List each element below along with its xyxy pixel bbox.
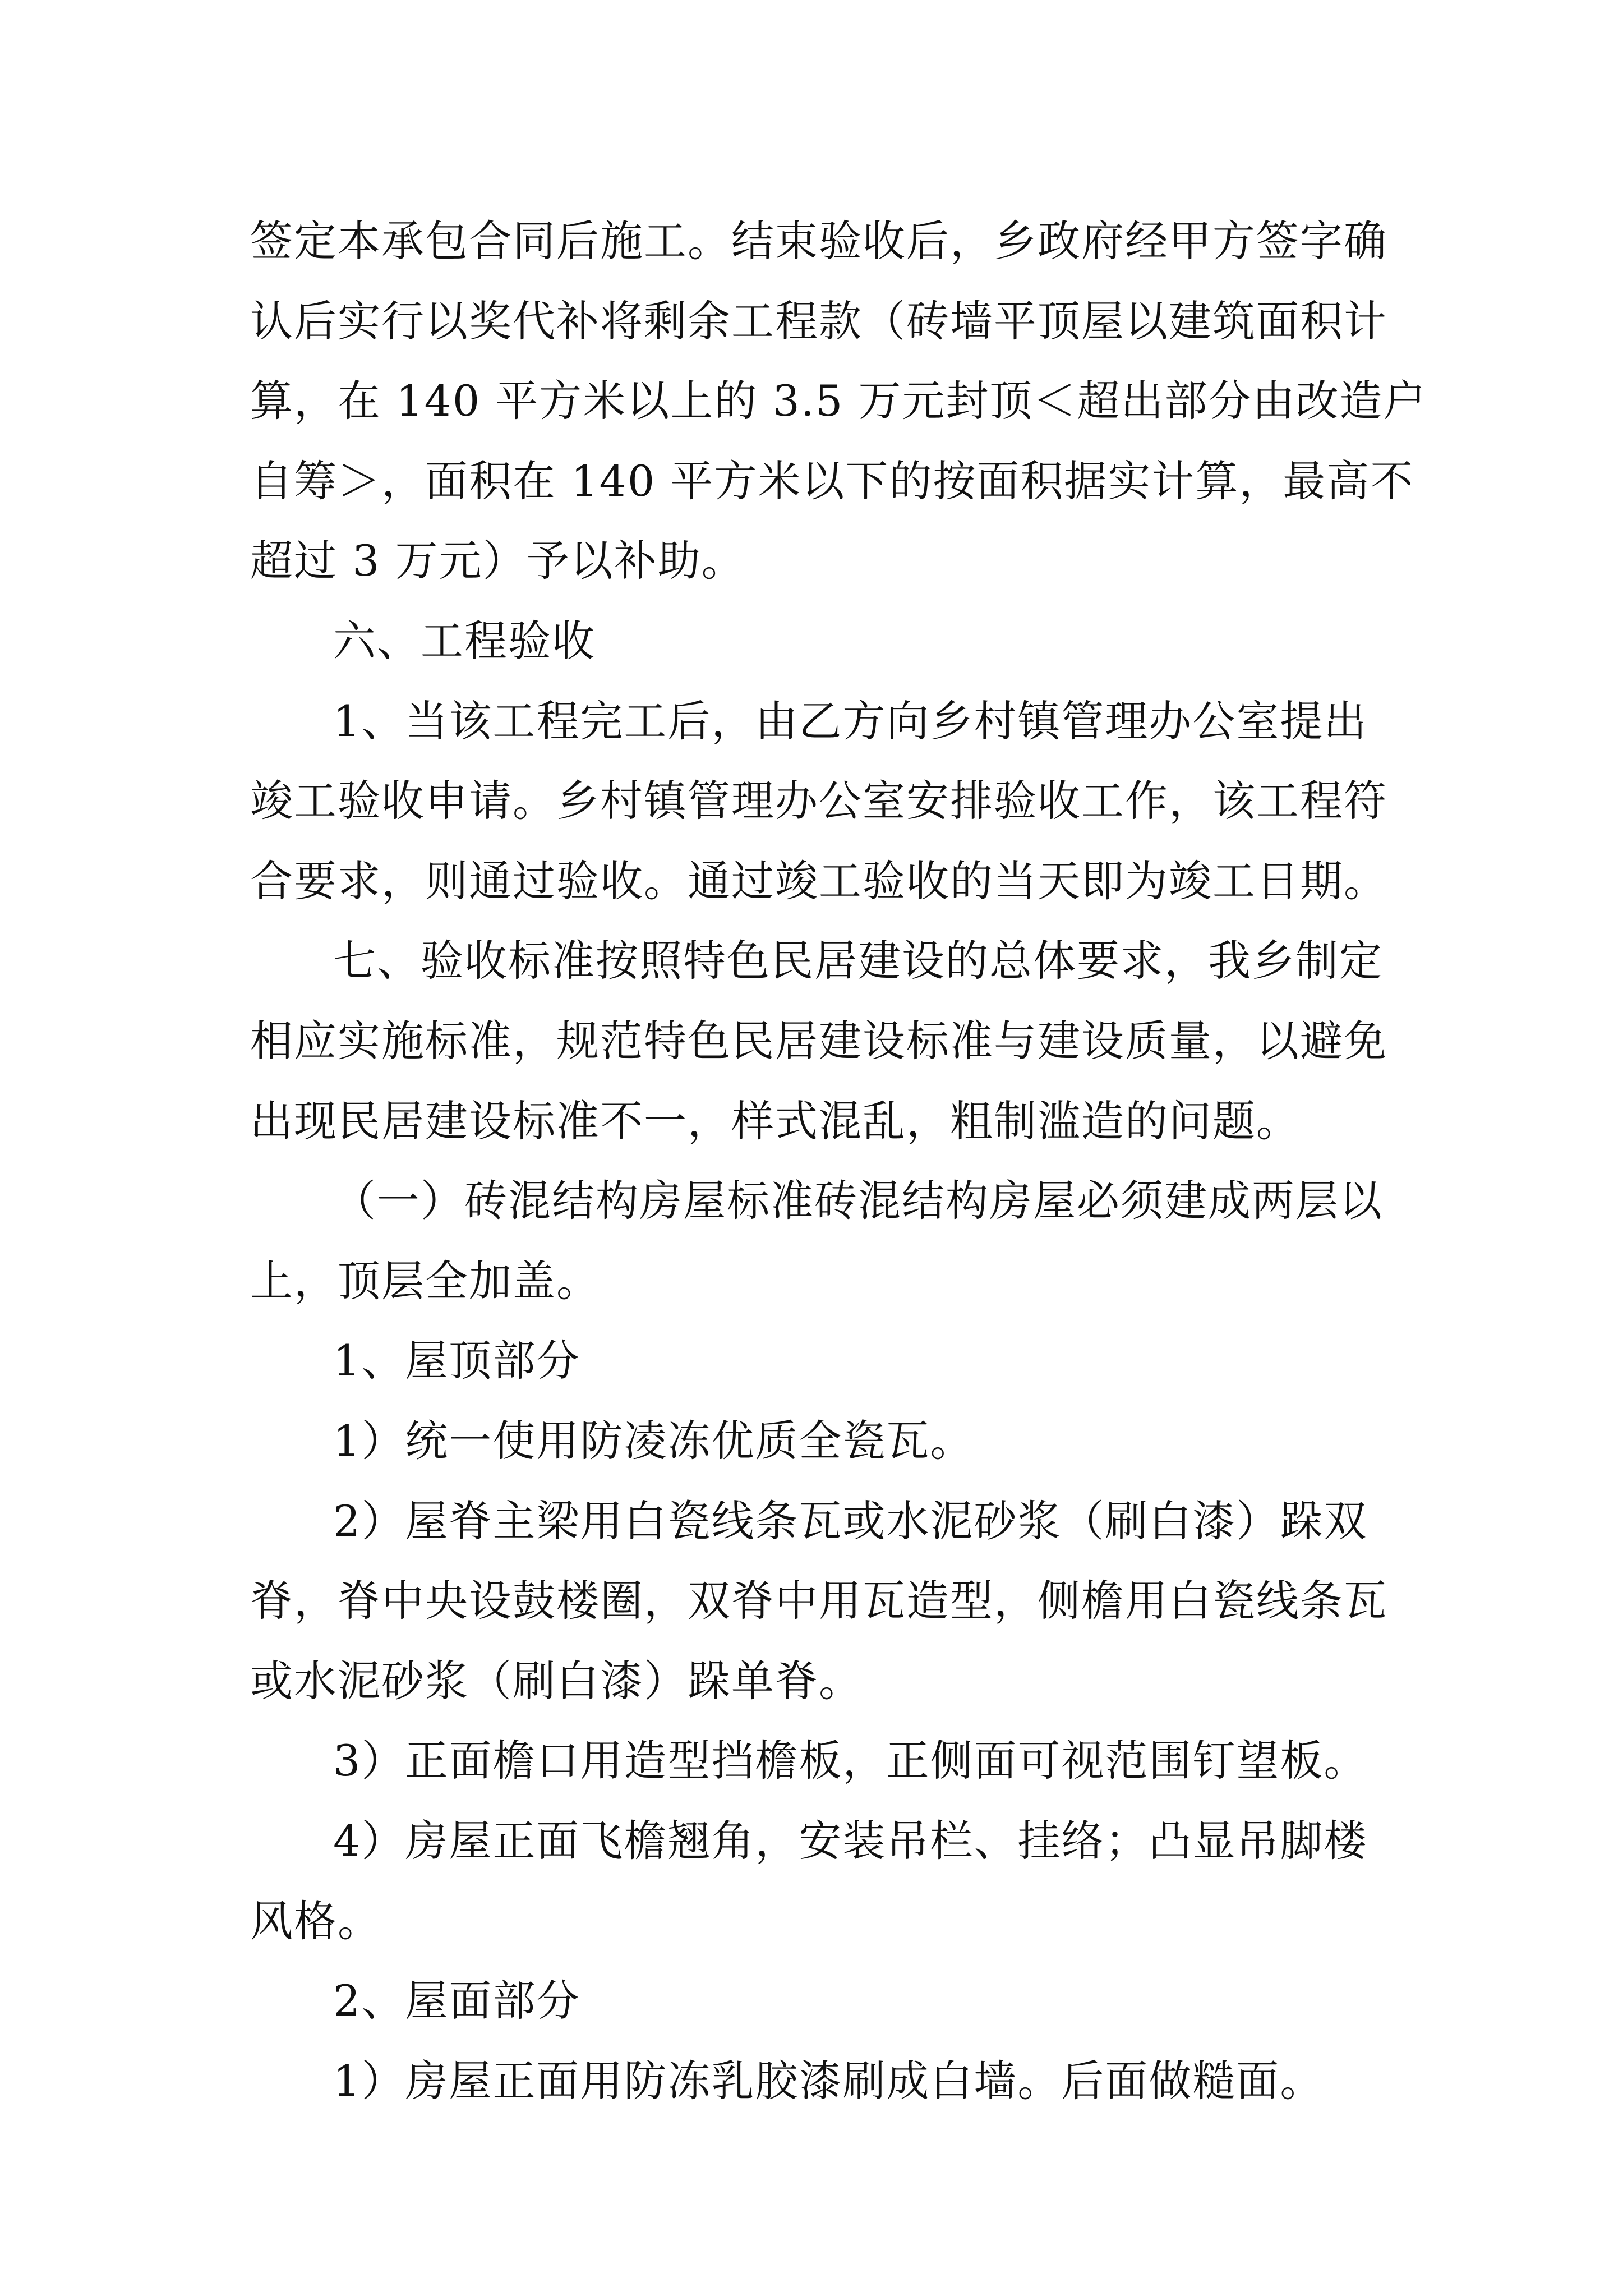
text-line: 竣工验收申请。乡村镇管理办公室安排验收工作，该工程符 [250,776,1387,826]
text-line: 或水泥砂浆（刷白漆）跺单脊。 [250,1656,863,1706]
text-line: 自筹＞，面积在 140 平方米以下的按面积据实计算，最高不 [250,456,1414,506]
text-line: 脊，脊中央设鼓楼圈，双脊中用瓦造型，侧檐用白瓷线条瓦 [250,1576,1387,1626]
text-line: 算，在 140 平方米以上的 3.5 万元封顶＜超出部分由改造户 [250,376,1427,426]
text-line: 风格。 [250,1896,381,1946]
list-item: 3）正面檐口用造型挡檐板，正侧面可视范围钉望板。 [333,1736,1368,1786]
list-item: 2）屋脊主梁用白瓷线条瓦或水泥砂浆（刷白漆）跺双 [333,1496,1368,1546]
list-item: 1）房屋正面用防冻乳胶漆刷成白墙。后面做糙面。 [333,2056,1324,2106]
subsection-heading: （一）砖混结构房屋标准砖混结构房屋必须建成两层以 [333,1176,1383,1226]
list-item: 4）房屋正面飞檐翘角，安装吊栏、挂络；凸显吊脚楼 [333,1816,1368,1866]
text-line: 相应实施标准，规范特色民居建设标准与建设质量，以避免 [250,1016,1387,1066]
text-line: 上，顶层全加盖。 [250,1256,600,1306]
section-heading: 七、验收标准按照特色民居建设的总体要求，我乡制定 [333,936,1383,986]
item-heading: 2、屋面部分 [333,1976,580,2026]
text-line: 签定本承包合同后施工。结束验收后，乡政府经甲方签字确 [250,216,1387,266]
text-line: 合要求，则通过验收。通过竣工验收的当天即为竣工日期。 [250,856,1387,906]
text-line: 超过 3 万元）予以补助。 [250,536,745,586]
text-line: 1、当该工程完工后，由乙方向乡村镇管理办公室提出 [333,696,1368,746]
text-line: 出现民居建设标准不一，样式混乱，粗制滥造的问题。 [250,1096,1300,1146]
text-line: 认后实行以奖代补将剩余工程款（砖墙平顶屋以建筑面积计 [250,296,1387,346]
item-heading: 1、屋顶部分 [333,1336,580,1386]
section-heading: 六、工程验收 [333,616,596,666]
list-item: 1）统一使用防凌冻优质全瓷瓦。 [333,1416,974,1466]
